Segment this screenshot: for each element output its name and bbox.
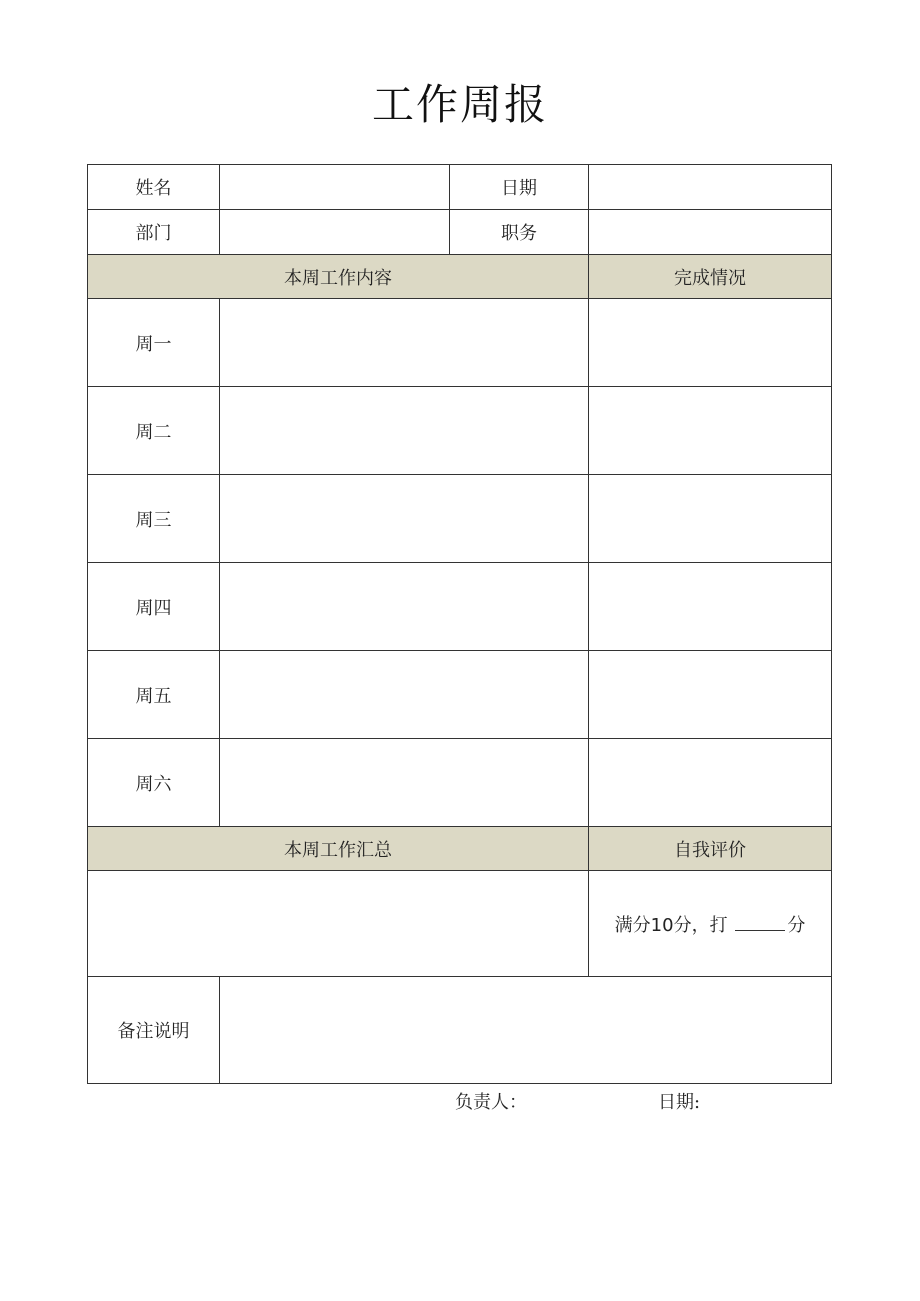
- day-row-sat: [88, 739, 832, 827]
- day-status-cell[interactable]: [589, 299, 832, 387]
- day-row-mon: [88, 299, 832, 387]
- rating-suffix: 分: [787, 914, 806, 936]
- date-label: 日期: [450, 165, 589, 210]
- date-field[interactable]: [589, 165, 832, 210]
- day-label: 周五: [88, 651, 220, 739]
- notes-cell[interactable]: [220, 977, 832, 1084]
- dept-field[interactable]: [220, 210, 450, 255]
- section-header-summary: [88, 827, 832, 871]
- day-label: 周六: [88, 739, 220, 827]
- day-row-wed: [88, 475, 832, 563]
- day-row-fri: [88, 651, 832, 739]
- day-label: 周三: [88, 475, 220, 563]
- summary-header: 本周工作汇总: [88, 827, 589, 871]
- day-status-cell[interactable]: [589, 739, 832, 827]
- dept-label: 部门: [88, 210, 220, 255]
- day-label: 周一: [88, 299, 220, 387]
- day-content-cell[interactable]: [220, 563, 589, 651]
- status-header: 完成情况: [589, 255, 832, 299]
- name-field[interactable]: [220, 165, 450, 210]
- day-content-cell[interactable]: [220, 475, 589, 563]
- day-label: 周二: [88, 387, 220, 475]
- rating-prefix: 满分10分，打: [614, 914, 728, 936]
- day-content-cell[interactable]: [220, 387, 589, 475]
- row-name-date: [88, 165, 832, 210]
- summary-cell[interactable]: [88, 871, 589, 977]
- day-row-tue: [88, 387, 832, 475]
- position-field[interactable]: [589, 210, 832, 255]
- day-row-thu: [88, 563, 832, 651]
- summary-row: [88, 871, 832, 977]
- day-label: 周四: [88, 563, 220, 651]
- content-header: 本周工作内容: [88, 255, 589, 299]
- day-content-cell[interactable]: [220, 739, 589, 827]
- day-status-cell[interactable]: [589, 387, 832, 475]
- notes-label: 备注说明: [88, 977, 220, 1084]
- day-status-cell[interactable]: [589, 475, 832, 563]
- self-eval-header: 自我评价: [589, 827, 832, 871]
- footer-date-label: 日期:: [658, 1092, 701, 1113]
- responsible-label: 负责人：: [455, 1092, 527, 1113]
- page-title: 工作周报: [371, 80, 548, 129]
- day-content-cell[interactable]: [220, 651, 589, 739]
- section-header-content: [88, 255, 832, 299]
- day-status-cell[interactable]: [589, 651, 832, 739]
- self-eval-cell: [589, 871, 832, 977]
- position-label: 职务: [450, 210, 589, 255]
- weekly-report-table: [87, 164, 832, 1084]
- day-content-cell[interactable]: [220, 299, 589, 387]
- day-status-cell[interactable]: [589, 563, 832, 651]
- name-label: 姓名: [88, 165, 220, 210]
- notes-row: [88, 977, 832, 1084]
- rating-text: [615, 915, 806, 936]
- row-dept-position: [88, 210, 832, 255]
- rating-blank[interactable]: [735, 916, 785, 931]
